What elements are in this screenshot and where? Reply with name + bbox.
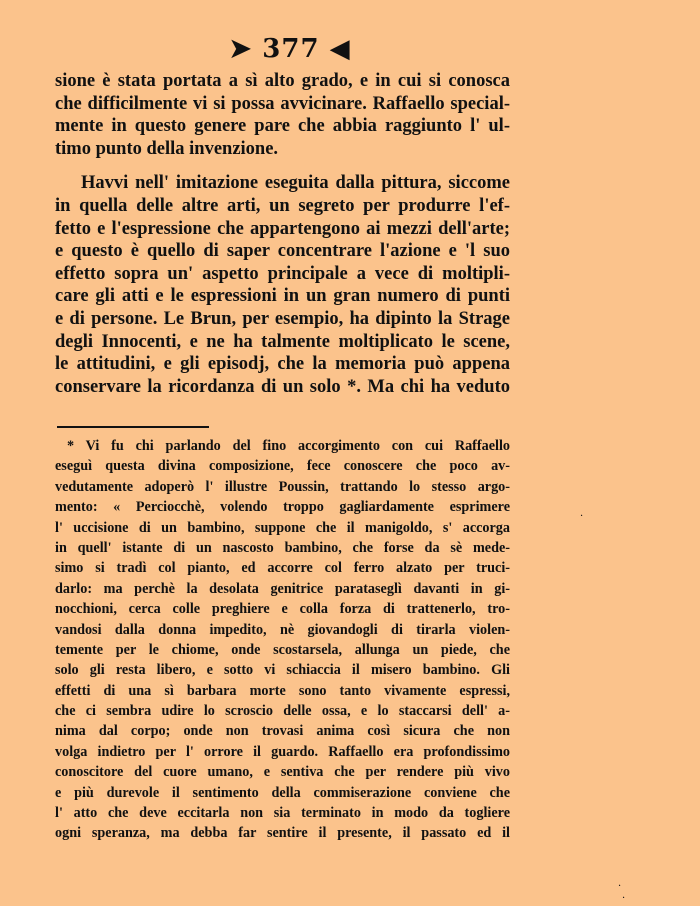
footnote-line: * Vi fu chi parlando del fino accorgimento con cui Raffaello	[67, 438, 510, 454]
footnote-line: l' uccisione di un bambino, suppone che il manigoldo, s' accorga	[55, 519, 510, 536]
text-line: timo punto della invenzione.	[55, 138, 279, 159]
footnote-line: nima dal corpo; onde non trovasi anima così sicura che non	[55, 723, 510, 740]
footnote-line: darlo: ma perchè la desolata genitrice parataseglì davanti in gi-	[55, 580, 510, 597]
footnote-line: volga indietro per l' orrore il guardo. Raffaello era profondissimo	[55, 743, 510, 760]
footnote-line: simo si tradì col pianto, ed accorre col ferro alzato per truci-	[55, 560, 510, 577]
footnote-line: mento: « Perciocchè, volendo troppo gagliardamente esprimere	[55, 499, 510, 516]
text-line: fetto e l'espressione che appartengono ai mezzi dell'arte;	[55, 218, 510, 239]
footnote-line: vedutamente adoperò l' illustre Poussin, trattando lo stesso argo-	[55, 478, 510, 495]
stray-mark: ·	[618, 881, 622, 892]
text-line: sione è stata portata a sì alto grado, e in cui si conosca	[55, 71, 510, 91]
footnote-line: nocchioni, cerca colle preghiere e colla forza di trattenerlo, tro-	[55, 601, 510, 618]
text-line: Havvi nell' imitazione eseguita dalla pittura, siccome	[81, 173, 510, 194]
text-line: effetto sopra un' aspetto principale a vece di moltipli-	[55, 263, 510, 284]
stray-mark: ·	[622, 893, 626, 904]
text-line: care gli atti e le espressioni in un gran numero di punti	[55, 286, 510, 307]
stray-mark: ·	[580, 511, 584, 522]
footnote-line: temente per le chiome, onde scostarsela, allunga un piede, che	[55, 641, 510, 658]
page-number: ➤ 377 ◀	[229, 34, 351, 64]
text-line: e questo è quello di saper concentrare l'azione e 'l suo	[55, 241, 510, 262]
footnote-line: solo gli resta libero, e sotto vi schiaccia il misero bambino. Gli	[55, 662, 510, 679]
text-line: conservare la ricordanza di un solo *. Ma chi ha veduto	[55, 376, 510, 397]
footnote-line: vandosi dalla donna impedito, nè giovandogli di tirarla violen-	[55, 621, 510, 638]
footnote-line: che ci sembra udire lo scroscio delle ossa, e lo staccarsi dell' a-	[55, 703, 510, 720]
footnote	[55, 436, 510, 844]
footnote-line: conoscitore del cuore umano, e sentiva che per rendere più vivo	[55, 764, 510, 781]
text-line: che difficilmente vi si possa avvicinare. Raffaello special-	[55, 93, 510, 114]
footnote-rule	[57, 426, 209, 428]
text-line: le attitudini, e gli episodj, che la memoria può appena	[55, 354, 510, 375]
footnote-line: e più durevole il sentimento della commiserazione conviene che	[55, 784, 510, 801]
footnote-line: effetti di una sì barbara morte sono tanto vivamente espressi,	[55, 682, 510, 699]
footnote-line: ogni speranza, ma debba far sentire il presente, il passato ed il	[55, 825, 510, 842]
footnote-line: l' atto che deve eccitarla non sia terminato in modo da togliere	[55, 805, 510, 822]
text-line: degli Innocenti, e ne ha talmente moltiplicato le scene,	[55, 331, 510, 352]
main-text	[55, 70, 510, 398]
footnote-line: in quell' istante di un nascosto bambino, che forse da sè mede-	[55, 539, 510, 556]
text-line: mente in questo genere pare che abbia raggiunto l' ul-	[55, 116, 510, 137]
footnote-line: eseguì questa divina composizione, fece conoscere che poco av-	[55, 458, 510, 475]
text-line: e di persone. Le Brun, per esempio, ha dipinto la Strage	[55, 308, 510, 329]
text-line: in quella delle altre arti, un segreto per produrre l'ef-	[55, 195, 510, 216]
